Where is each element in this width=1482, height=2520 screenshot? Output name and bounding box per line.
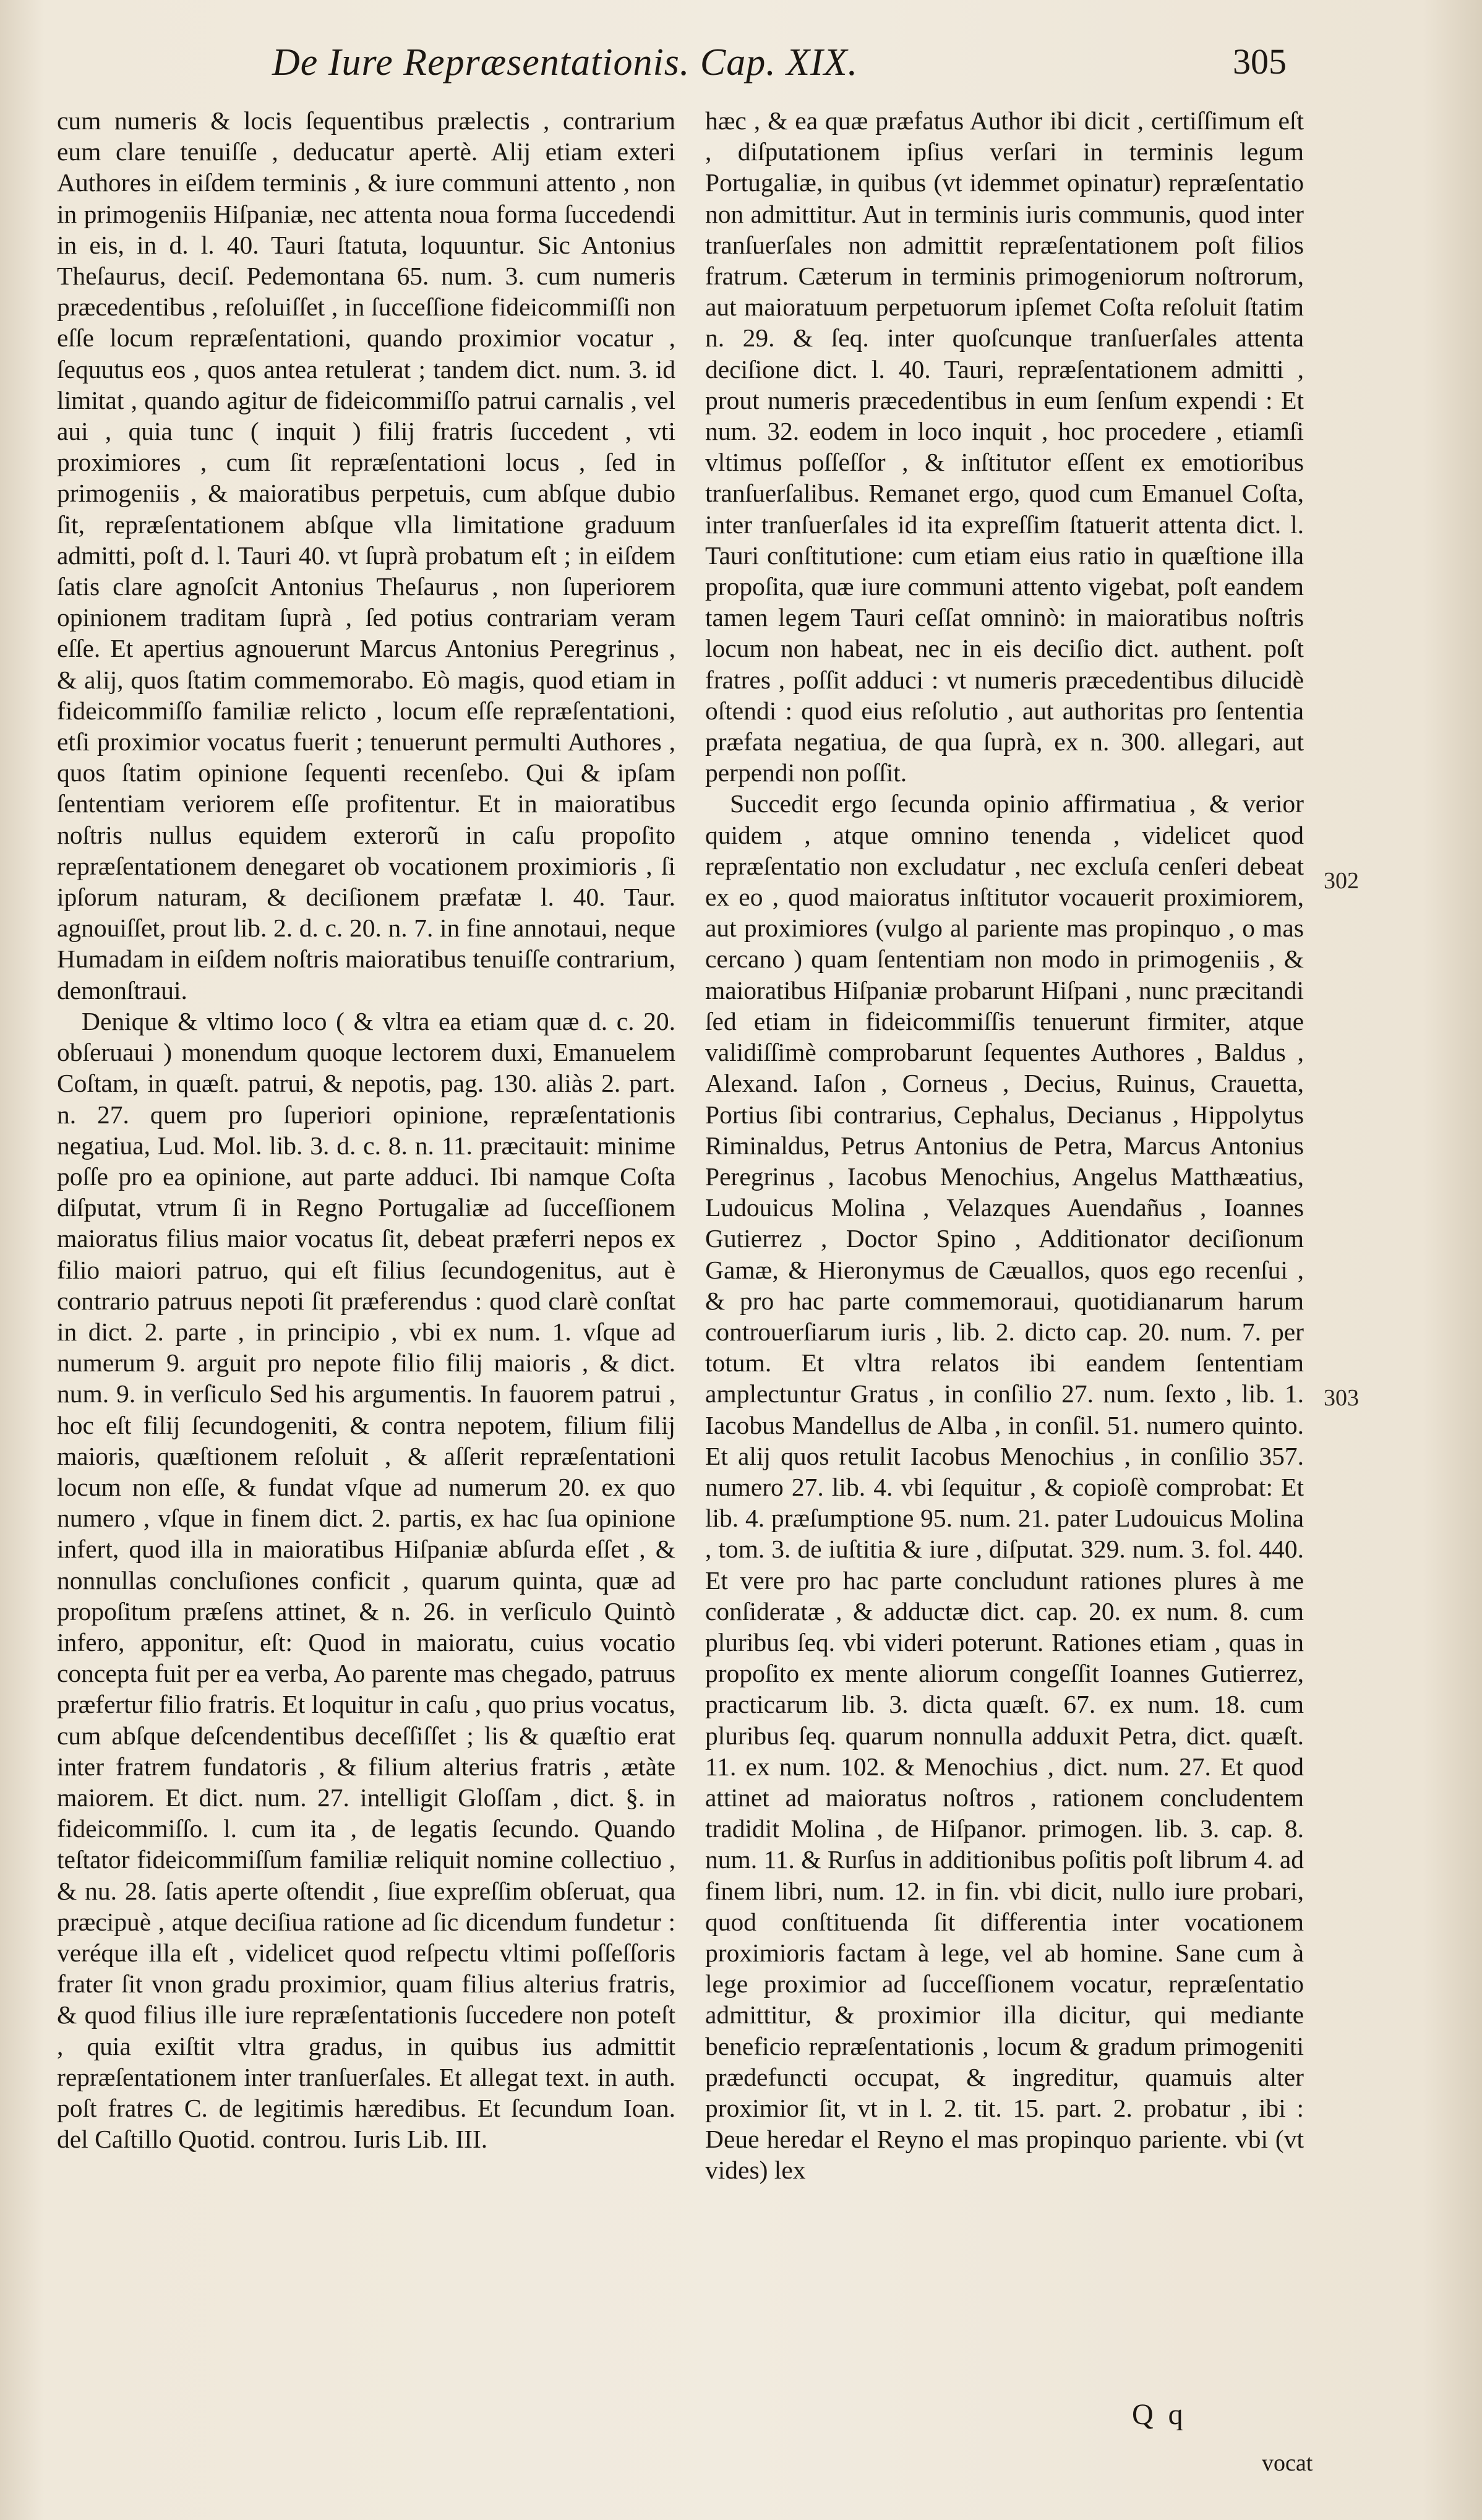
right-paragraph-1: hæc , & ea quæ præfatus Author ibi dicit , certiſſimum eſt , diſputationem ipſius verſari in terminis legum Portugaliæ, in quibus (vt idemmet opinatur) repræſentatio non admittitur. Aut in terminis iuris communis, quod inter tranſuerſales non admittit repræſentationem poſt filios fratrum. Cæterum in terminis primogeniorum noſtrorum, aut maioratuum perpetuorum ipſemet Coſta reſoluit ſtatim n. 29. & ſeq. inter quoſcunque tranſuerſales attenta deciſione dict. l. 40. Tauri, repræſentationem admitti , prout numeris præcedentibus in eum ſenſum expendi : Et num. 32. eodem in loco inquit , hoc procedere , etiamſi vltimus poſſeſſor , & inſtitutor eſſent ex emotioribus tranſuerſalibus. Remanet ergo, quod cum Emanuel Coſta, inter tranſuerſales id ita expreſſim ſtatuerit attenta dict. l. Tauri conſtitutione: cum etiam eius ratio in quæſtione illa propoſita, quæ iure communi attento vigebat, poſt eandem tamen legem Tauri ceſſat omninò: in maioratibus noſtris locum non habeat, nec in eis deciſio dict. authent. poſt fratres , poſſit adduci : vt numeris præcedentibus dilucidè oſtendi : quod eius reſolutio , aut authoritas pro ſententia præfata negatiua, de qua ſuprà, ex n. 300. allegari, aut perpendi non poſſit. — [705, 106, 1304, 787]
margin-number-303: 303 — [1324, 1385, 1359, 1411]
left-column — [57, 105, 675, 2154]
right-paragraph-2: Succedit ergo ſecunda opinio affirmatiua , & verior quidem , atque omnino tenenda , videlicet quod repræſentatio non excludatur , nec excluſa cenſeri debeat ex eo , quod maioratus inſtitutor vocauerit proximiorem, aut proximiores (vulgo al pariente mas propinquo , o mas cercano ) quam ſententiam non modo in primogeniis , & maioratibus Hiſpaniæ probarunt Hiſpani , nunc præcitandi ſed etiam in fideicommiſſis tenuerunt firmiter, atque validiſſimè comprobarunt ſequentes Authores , Baldus , Alexand. Iaſon , Corneus , Decius, Ruinus, Crauetta, Portius ſibi contrarius, Cephalus, Decianus , Hippolytus Riminaldus, Petrus Antonius de Petra, Marcus Antonius Peregrinus , Iacobus Menochius, Angelus Matthæatius, Ludouicus Molina , Velazques Auendañus , Ioannes Gutierrez , Doctor Spino , Additionator deciſionum Gamæ, & Hieronymus de Cæuallos, quos ego recenſui , & pro hac parte commemoraui, quotidianarum harum controuerſiarum iuris , lib. 2. dicto cap. 20. num. 7. per totum. Et vltra relatos ibi eandem ſententiam amplectuntur Gratus , in conſilio 27. num. ſexto , lib. 1. Iacobus Mandellus de Alba , in conſil. 51. numero quinto. Et alij quos retulit Iacobus Menochius , in conſilio 357. numero 27. lib. 4. vbi ſequitur , & copioſè comprobat: Et lib. 4. præſumptione 95. num. 21. pater Ludouicus Molina , tom. 3. de iuſtitia & iure , diſputat. 329. num. 3. fol. 440. Et vere pro hac parte concludunt rationes plures à me conſideratæ , & adductæ dict. cap. 20. ex num. 8. cum pluribus ſeq. vbi videri poterunt. Rationes etiam , quas in propoſito ex mente aliorum congeſſit Ioannes Gutierrez, practicarum lib. 3. dicta quæſt. 67. ex num. 18. cum pluribus ſeq. quarum nonnulla adduxit Petra, dict. quæſt. 11. ex num. 102. & Menochius , dict. num. 27. Et quod attinet ad maioratus noſtros , rationem concludentem tradidit Molina , de Hiſpanor. primogen. lib. 3. cap. 8. num. 11. & Rurſus in additionibus poſitis poſt librum 4. ad finem libri, num. 12. in fin. vbi dicit, nullo iure probari, quod conſtituenda ſit differentia inter vocationem proximioris factam à lege, vel ab homine. Sane cum à lege proximior ad ſucceſſionem vocatur, repræſentatio admittitur, & proximior illa dicitur, qui mediante beneficio repræſentationis , locum & gradum primogeniti prædefuncti occupat, & ingreditur, quamuis alter proximior ſit, vt in l. 2. tit. 15. part. 2. probatur , ibi : Deue heredar el Reyno el mas propinquo pariente. vbi (vt vides) lex — [705, 789, 1304, 2185]
margin-number-302: 302 — [1324, 868, 1359, 894]
page-number: 305 — [1233, 41, 1287, 82]
page-header — [272, 35, 1287, 103]
catchword: vocat — [1262, 2450, 1313, 2476]
right-column — [705, 105, 1304, 2186]
running-title: De Iure Repræsentationis. Cap. XIX. — [272, 41, 859, 84]
signature-mark: Q q — [1132, 2398, 1187, 2431]
left-paragraph-2: Denique & vltimo loco ( & vltra ea etiam quæ d. c. 20. obſeruaui ) monendum quoque lectorem duxi, Emanuelem Coſtam, in quæſt. patrui, & nepotis, pag. 130. aliàs 2. part. n. 27. quem pro ſuperiori opinione, repræſentationis negatiua, Lud. Mol. lib. 3. d. c. 8. n. 11. præcitauit: minime poſſe pro ea opinione, aut parte adduci. Ibi namque Coſta diſputat, vtrum ſi in Regno Portugaliæ ad ſucceſſionem maioratus filius maior vocatus ſit, debeat præferri nepos ex filio maiori patruo, qui eſt filius ſecundogenitus, aut è contrario patruus nepoti ſit præferendus : quod clarè conſtat in dict. 2. parte , in principio , vbi ex num. 1. vſque ad numerum 9. arguit pro nepote filio filij maioris , & dict. num. 9. in verſiculo Sed his argumentis. In fauorem patrui , hoc eſt filij ſecundogeniti, & contra nepotem, filium filij maioris, quæſtionem reſoluit , & aſſerit repræſentationi locum non eſſe, & fundat vſque ad numerum 20. ex quo numero , vſque in finem dict. 2. partis, ex hac ſua opinione infert, quod illa in maioratibus Hiſpaniæ abſurda eſſet , & nonnullas concluſiones conficit , quarum quinta, quæ ad propoſitum præſens attinet, & n. 26. in verſiculo Quintò infero, apponitur, eſt: Quod in maioratu, cuius vocatio concepta fuit per ea verba, Ao parente mas chegado, patruus præfertur filio fratris. Et loquitur in caſu , quo prius vocatus, cum abſque deſcendentibus deceſſiſſet ; lis & quæſtio erat inter fratrem fundatoris , & filium alterius fratris , ætàte maiorem. Et dict. num. 27. intelligit Gloſſam , dict. §. in fideicommiſſo. l. cum ita , de legatis ſecundo. Quando teſtator fideicommiſſum familiæ reliquit nomine collectiuo , & nu. 28. ſatis aperte oſtendit , ſiue expreſſim obſeruat, qua præcipuè , atque deciſiua ratione ad ſic dicendum fundetur : veréque illa eſt , videlicet quod reſpectu vltimi poſſeſſoris frater ſit vnon gradu proximior, quam filius alterius fratris, & quod filius ille iure repræſentationis ſuccedere non poteſt , quia exiſtit vltra gradus, in quibus ius admittit repræſentationem inter tranſuerſales. Et allegat text. in auth. poſt fratres C. de legitimis hæredibus. Et ſecundum Ioan. del Caſtillo Quotid. controu. Iuris Lib. III. — [57, 1006, 675, 2154]
left-paragraph-1: cum numeris & locis ſequentibus prælectis , contrarium eum clare tenuiſſe , deducatur apertè. Alij etiam exteri Authores in eiſdem terminis , & iure communi attento , non in primogeniis Hiſpaniæ, nec attenta noua forma ſuccedendi in eis, in d. l. 40. Tauri ſtatuta, loquuntur. Sic Antonius Theſaurus, deciſ. Pedemontana 65. num. 3. cum numeris præcedentibus , reſoluiſſet , in ſucceſſione fideicommiſſi non eſſe locum repræſentationi, quando proximior vocatur , ſequutus eos , quos antea retulerat ; tandem dict. num. 3. id limitat , quando agitur de fideicommiſſo patrui carnalis , vel aui , quia tunc ( inquit ) filij fratris ſuccedent , vti proximiores , cum ſit repræſentationi locus , ſed in primogeniis , & maioratibus perpetuis, cum abſque dubio ſit, repræſentationem abſque vlla limitatione graduum admitti, poſt d. l. Tauri 40. vt ſuprà probatum eſt ; in eiſdem ſatis clare agnoſcit Antonius Theſaurus , non ſuperiorem opinionem traditam ſuprà , ſed potius contrariam veram eſſe. Et apertius agnouerunt Marcus Antonius Peregrinus , & alij, quos ſtatim commemorabo. Eò magis, quod etiam in fideicommiſſo familiæ relicto , locum eſſe repræſentationi, etſi proximior vocatus fuerit ; tenuerunt permulti Authores , quos ſtatim opinione ſequenti recenſebo. Qui & ipſam ſententiam veriorem eſſe profitentur. Et in maioratibus noſtris nullus equidem exterorũ in caſu propoſito repræſentationem denegaret ob vocationem proximioris , ſi ipſorum naturam, & deciſionem præfatæ l. 40. Taur. agnouiſſet, prout lib. 2. d. c. 20. n. 7. in fine annotaui, neque Humadam in eiſdem noſtris maioratibus tenuiſſe contrarium, demonſtraui. — [57, 106, 675, 1005]
